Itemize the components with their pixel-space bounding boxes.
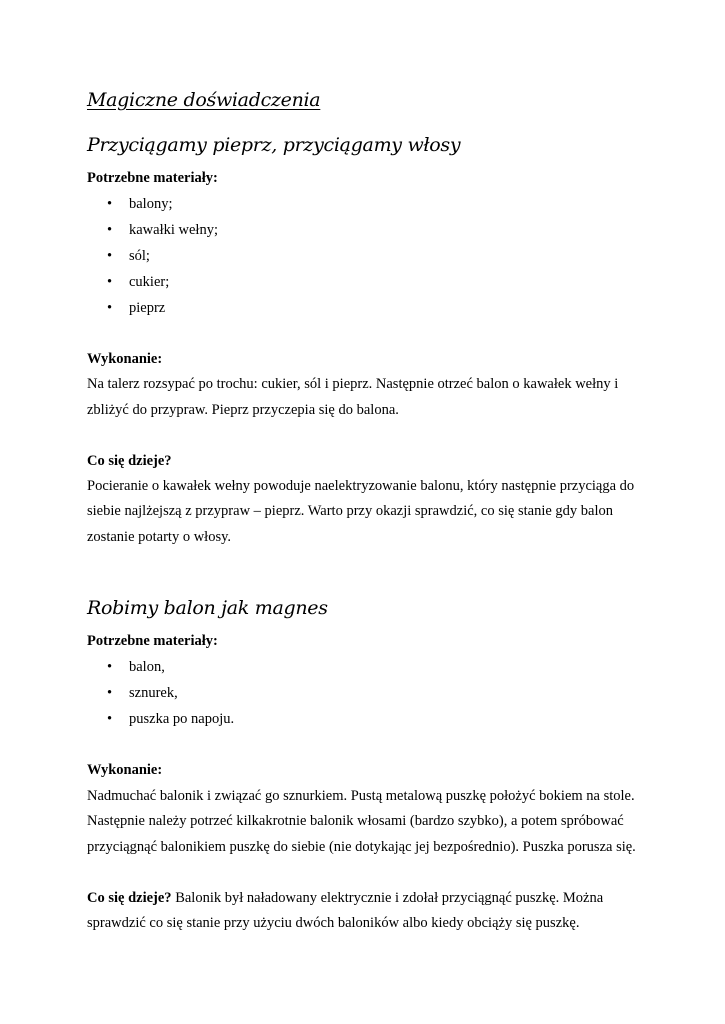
section1-title: Przyciągamy pieprz, przyciągamy włosy <box>87 134 461 156</box>
paragraph-line: Następnie należy potrzeć kilkakrotnie balonik włosami (bardzo szybko), a potem spróbować <box>87 813 624 829</box>
section2-explanation-line <box>87 888 603 908</box>
bullet-icon: • <box>107 222 113 238</box>
paragraph-line: sprawdzić co się stanie przy użyciu dwóch baloników albo kiedy obciąży się puszkę. <box>87 915 580 931</box>
bullet-icon: • <box>107 300 113 316</box>
explanation-text: Balonik był naładowany elektrycznie i zdołał przyciągnąć puszkę. Można <box>171 890 604 906</box>
paragraph-line: przyciągnąć balonikiem puszkę do siebie (nie dotykając jej bezpośrednio). Puszka porusza się. <box>87 839 636 855</box>
bullet-icon: • <box>107 685 113 701</box>
bullet-icon: • <box>107 196 113 212</box>
bullet-icon: • <box>107 659 113 675</box>
paragraph-line: zbliżyć do przypraw. Pieprz przyczepia się do balona. <box>87 402 399 418</box>
paragraph-line: Pocieranie o kawałek wełny powoduje naelektryzowanie balonu, który następnie przyciąga do <box>87 478 635 494</box>
bullet-icon: • <box>107 711 113 727</box>
paragraph-line: Na talerz rozsypać po trochu: cukier, sól i pieprz. Następnie otrzeć balon o kawałek wełny i <box>87 376 619 392</box>
bullet-icon: • <box>107 248 113 264</box>
list-item: cukier; <box>129 274 170 290</box>
main-title: Magiczne doświadczenia <box>87 89 321 111</box>
list-item: pieprz <box>129 300 166 316</box>
paragraph-line: siebie najlżejszą z przypraw – pieprz. Warto przy okazji sprawdzić, co się stanie gdy balon <box>87 503 614 519</box>
section2-explanation-heading: Co się dzieje? <box>87 890 172 906</box>
list-item: puszka po napoju. <box>129 711 235 727</box>
section2-materials-heading: Potrzebne materiały: <box>87 633 218 649</box>
list-item: kawałki wełny; <box>129 222 218 238</box>
section2-procedure-heading: Wykonanie: <box>87 762 163 778</box>
list-item: sznurek, <box>129 685 178 701</box>
list-item: balon, <box>129 659 165 675</box>
section1-procedure-heading: Wykonanie: <box>87 351 163 367</box>
paragraph-line: Nadmuchać balonik i związać go sznurkiem. Pustą metalową puszkę położyć bokiem na stole. <box>87 788 635 804</box>
section1-materials-heading: Potrzebne materiały: <box>87 170 218 186</box>
list-item: sól; <box>129 248 150 264</box>
list-item: balony; <box>129 196 173 212</box>
section2-title: Robimy balon jak magnes <box>87 597 328 619</box>
section1-explanation-heading: Co się dzieje? <box>87 453 172 469</box>
bullet-icon: • <box>107 274 113 290</box>
paragraph-line: zostanie potarty o włosy. <box>87 529 232 545</box>
